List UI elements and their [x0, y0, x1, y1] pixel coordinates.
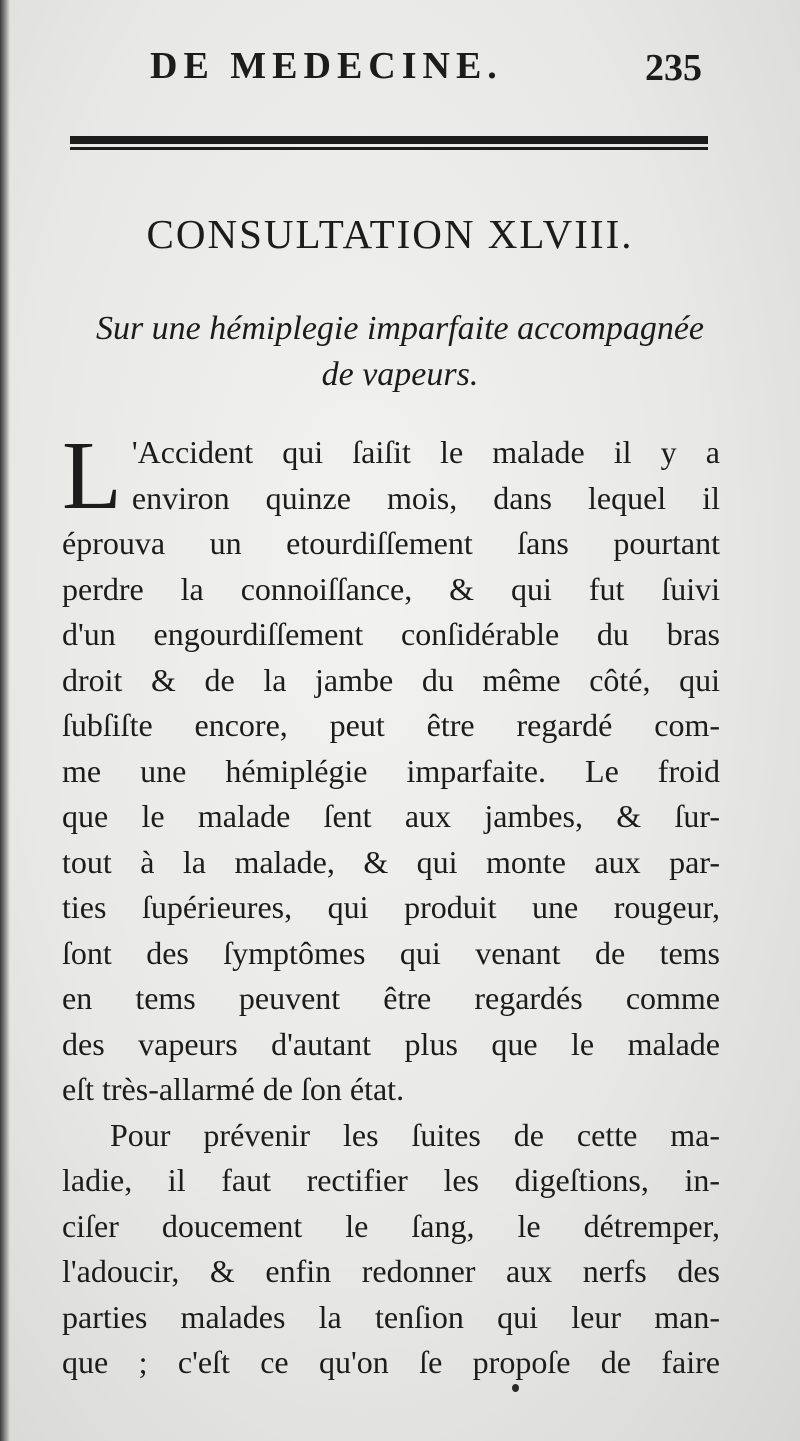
- text-line: tout à la malade, & qui monte aux par-: [62, 843, 720, 880]
- consultation-subtitle: [40, 306, 760, 397]
- running-head: [150, 44, 710, 94]
- consultation-title: CONSULTATION XLVIII.: [146, 211, 634, 257]
- running-title: DE MEDECINE.: [150, 45, 503, 87]
- text-line: des vapeurs d'autant plus que le malade: [62, 1025, 720, 1062]
- text-line: l'adoucir, & enfin redonner aux nerfs des: [62, 1253, 720, 1289]
- text-line: que le malade ſent aux jambes, & ſur-: [62, 798, 720, 834]
- paragraph-1: [62, 422, 720, 1113]
- text-line: 'Accident qui ſaiſit le malade il y a: [131, 434, 720, 470]
- subtitle-line: Sur une hémiplegie imparfaite accompagnée: [95, 310, 705, 347]
- body-text: [62, 422, 720, 1386]
- drop-cap: L: [62, 422, 122, 530]
- subtitle-line: de vapeurs.: [321, 355, 479, 393]
- page-edge-shadow: [0, 0, 10, 1441]
- header-rule: [70, 136, 708, 154]
- text-line: d'un engourdiſſement conſidérable du bras: [62, 616, 720, 652]
- text-line: environ quinze mois, dans lequel il: [131, 479, 720, 516]
- text-line: droit & de la jambe du même côté, qui: [62, 661, 720, 698]
- text-line: perdre la connoiſſance, & qui fut ſuivi: [62, 570, 720, 607]
- text-line: ladie, il faut rectifier les digeſtions, in-: [62, 1162, 720, 1198]
- text-line: ſubſiſte encore, peut être regardé com-: [62, 707, 720, 743]
- text-line: eſt très-allarmé de ſon état.: [62, 1071, 405, 1107]
- text-line: ties ſupérieures, qui produit une rougeur,: [62, 889, 720, 925]
- header-rule-thin: [70, 147, 708, 150]
- text-line: me une hémiplégie imparfaite. Le froid: [62, 752, 720, 789]
- text-line: ciſer doucement le ſang, le détremper,: [62, 1207, 720, 1244]
- text-line: ſont des ſymptômes qui venant de tems: [62, 934, 720, 971]
- ink-speck: [512, 1384, 519, 1392]
- text-line: éprouva un etourdiſſement ſans pourtant: [62, 525, 720, 561]
- paragraph-2: [62, 1113, 720, 1386]
- page-number: 235: [645, 47, 702, 89]
- text-line: que ; c'eſt ce qu'on ſe propoſe de faire: [62, 1344, 720, 1380]
- text-line: Pour prévenir les ſuites de cette ma-: [110, 1116, 720, 1153]
- header-rule-thick: [70, 136, 708, 144]
- text-line: parties malades la tenſion qui leur man-: [62, 1298, 720, 1335]
- text-line: en tems peuvent être regardés comme: [62, 980, 720, 1016]
